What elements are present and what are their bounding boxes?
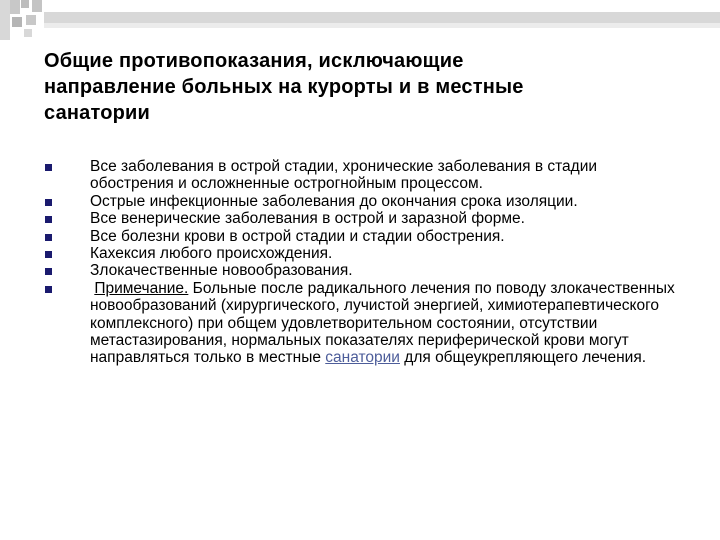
title-line-2: направление больных на курорты и в местные bbox=[44, 76, 524, 98]
list-item bbox=[44, 158, 684, 193]
square-bullet-icon bbox=[45, 234, 52, 241]
list-item bbox=[44, 245, 684, 262]
note-item bbox=[44, 280, 684, 367]
note-label: Примечание. bbox=[94, 279, 189, 297]
title-line-1: Общие противопоказания, исключающие bbox=[44, 50, 464, 72]
square-bullet-icon bbox=[45, 286, 52, 293]
header-decoration bbox=[0, 0, 720, 40]
note-text bbox=[90, 280, 675, 367]
list-item bbox=[44, 193, 684, 210]
slide-title bbox=[44, 48, 664, 126]
title-line-3: санатории bbox=[44, 102, 151, 124]
list-item bbox=[44, 262, 684, 279]
list-item-text: Острые инфекционные заболевания до окончания срока изоляции. bbox=[90, 192, 578, 210]
square-bullet-icon bbox=[45, 251, 52, 258]
square-bullet-icon bbox=[45, 216, 52, 223]
list-item-text: Все заболевания в острой стадии, хронические заболевания в стадии обострения и осложненные острогнойным процессом. bbox=[90, 158, 598, 193]
note-tail: для общеукрепляющего лечения. bbox=[399, 349, 647, 367]
square-bullet-icon bbox=[45, 164, 52, 171]
list-item-text: Все болезни крови в острой стадии и стадии обострения. bbox=[90, 227, 505, 245]
list-item-text: Кахексия любого происхождения. bbox=[90, 245, 333, 263]
list-item-text: Все венерические заболевания в острой и заразной форме. bbox=[90, 210, 525, 228]
square-bullet-icon bbox=[45, 199, 52, 206]
list-item bbox=[44, 228, 684, 245]
sanatorium-link[interactable]: санатории bbox=[325, 349, 400, 367]
square-bullet-icon bbox=[45, 268, 52, 275]
list-item bbox=[44, 210, 684, 227]
note-body: Больные после радикального лечения по поводу злокачественных новообразований (хирургического, лучистой энергией, химиотерапевтического комплексного) при общем удовлетворительном состоянии, отсутствии метастазирования, нормальных показателях периферической крови могут направляться только в местные bbox=[90, 279, 675, 367]
list-item-text: Злокачественные новообразования. bbox=[90, 262, 353, 280]
contraindications-list bbox=[44, 158, 684, 367]
